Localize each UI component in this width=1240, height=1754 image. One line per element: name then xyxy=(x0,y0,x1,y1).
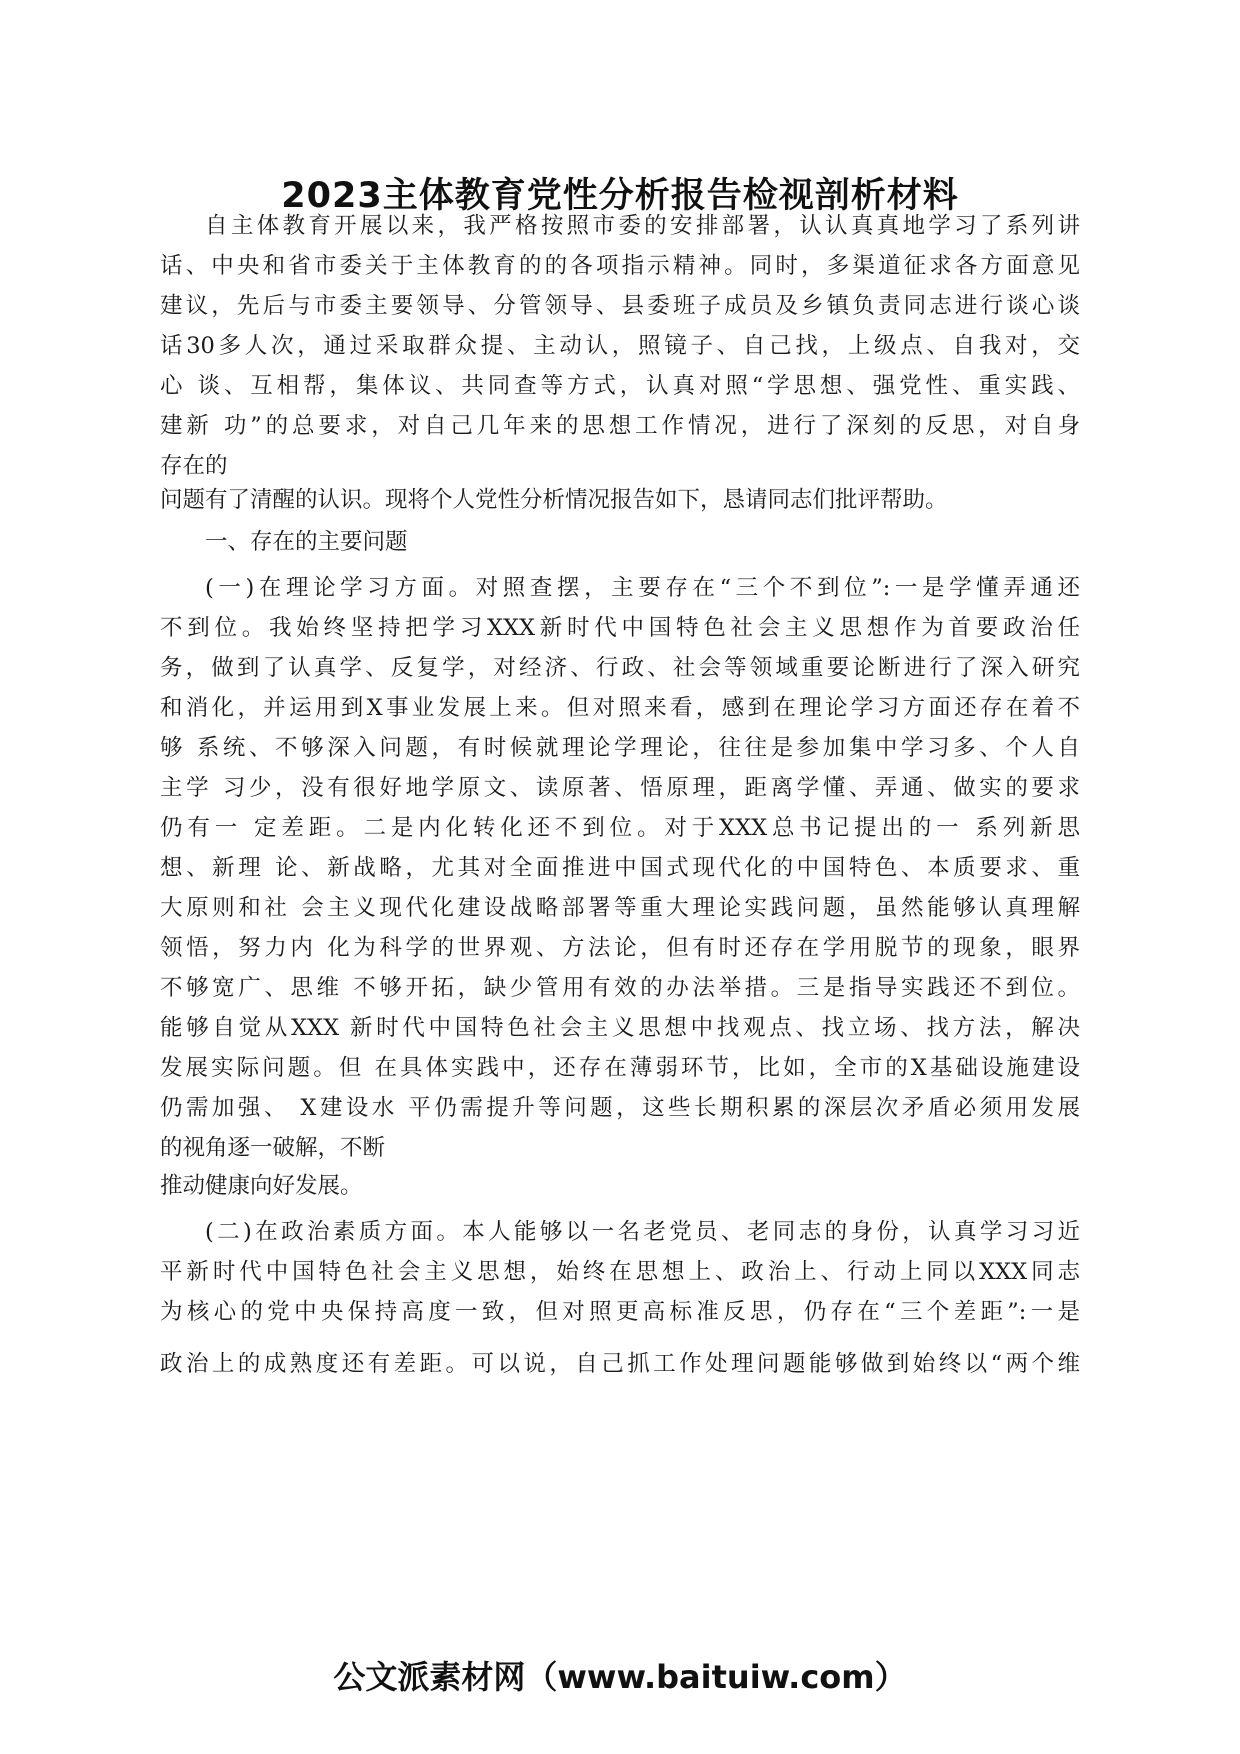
document-title: 2023主体教育党性分析报告检视剖析材料 xyxy=(281,176,959,216)
text-line: 话30多人次，通过采取群众提、主动认，照镜子、自己找，上级点、自我对，交 xyxy=(160,333,1080,359)
text-line: 心 谈、互相帮，集体议、共同查等方式，认真对照“学思想、强党性、重实践、 xyxy=(160,373,1080,399)
text-line: 不到位。我始终坚持把学习XXX新时代中国特色社会主义思想作为首要政治任 xyxy=(160,615,1080,641)
text-line: 发展实际问题。但 在具体实践中，还存在薄弱环节，比如，全市的X基础设施建设 xyxy=(160,1055,1080,1081)
text-line: 和消化，并运用到X事业发展上来。但对照来看，感到在理论学习方面还存在着不 xyxy=(160,695,1080,721)
paragraph-intro xyxy=(160,206,1080,486)
text-line: 政治上的成熟度还有差距。可以说，自己抓工作处理问题能够做到始终以“两个维 xyxy=(160,1351,1080,1377)
text-line: 仍有一 定差距。二是内化转化还不到位。对于XXX总书记提出的一 系列新思 xyxy=(160,815,1080,841)
section-heading xyxy=(160,522,1080,562)
text-line: 话、中央和省市委关于主体教育的的各项指示精神。同时，多渠道征求各方面意见 xyxy=(160,253,1080,279)
text-line: 主学 习少，没有很好地学原文、读原著、悟原理，距离学懂、弄通、做实的要求 xyxy=(160,775,1080,801)
text-line: 问题有了清醒的认识。现将个人党性分析情况报告如下，恳请同志们批评帮助。 xyxy=(160,487,948,513)
heading-main-problems: 一、存在的主要问题 xyxy=(205,529,408,555)
paragraph-intro-continued xyxy=(160,480,1080,520)
text-line: 务，做到了认真学、反复学，对经济、行政、社会等领域重要论断进行了深入研究 xyxy=(160,655,1080,681)
text-line: 仍需加强、 X建设水 平仍需提升等问题，这些长期积累的深层次矛盾必须用发展 xyxy=(160,1095,1080,1121)
text-line: 建新 功”的总要求，对自己几年来的思想工作情况，进行了深刻的反思，对自身 xyxy=(160,413,1080,439)
text-line: (二)在政治素质方面。本人能够以一名老党员、老同志的身份，认真学习习近 xyxy=(205,1219,1080,1245)
paragraph-theory-study xyxy=(160,568,1080,1168)
footer-watermark: 公文派素材网（www.baituiw.com） xyxy=(333,1658,907,1696)
text-line: 不够宽广、思维 不够开拓，缺少管用有效的办法举措。三是指导实践还不到位。 xyxy=(160,975,1080,1001)
text-line: 自主体教育开展以来，我严格按照市委的安排部署，认认真真地学习了系列讲 xyxy=(205,213,1080,239)
text-line: 推动健康向好发展。 xyxy=(160,1173,363,1199)
text-line: 存在的 xyxy=(160,453,228,479)
text-line: 想、新理 论、新战略，尤其对全面推进中国式现代化的中国特色、本质要求、重 xyxy=(160,855,1080,881)
text-line: 平新时代中国特色社会主义思想，始终在思想上、政治上、行动上同以XXX同志 xyxy=(160,1259,1080,1285)
text-line: 的视角逐一破解，不断 xyxy=(160,1135,386,1161)
text-line: 领悟，努力内 化为科学的世界观、方法论，但有时还存在学用脱节的现象，眼界 xyxy=(160,935,1080,961)
text-line: (一)在理论学习方面。对照查摆，主要存在“三个不到位”:一是学懂弄通还 xyxy=(205,575,1080,601)
text-line: 大原则和社 会主义现代化建设战略部署等重大理论实践问题，虽然能够认真理解 xyxy=(160,895,1080,921)
text-line: 能够自觉从XXX 新时代中国特色社会主义思想中找观点、找立场、找方法，解决 xyxy=(160,1015,1080,1041)
text-line: 建议，先后与市委主要领导、分管领导、县委班子成员及乡镇负责同志进行谈心谈 xyxy=(160,293,1080,319)
text-line: 够 系统、不够深入问题，有时候就理论学理论，往往是参加集中学习多、个人自 xyxy=(160,735,1080,761)
paragraph-political-quality xyxy=(160,1212,1080,1384)
text-line: 为核心的党中央保持高度一致，但对照更高标准反思，仍存在“三个差距”:一是 xyxy=(160,1299,1080,1325)
paragraph-theory-study-continued xyxy=(160,1166,1080,1206)
